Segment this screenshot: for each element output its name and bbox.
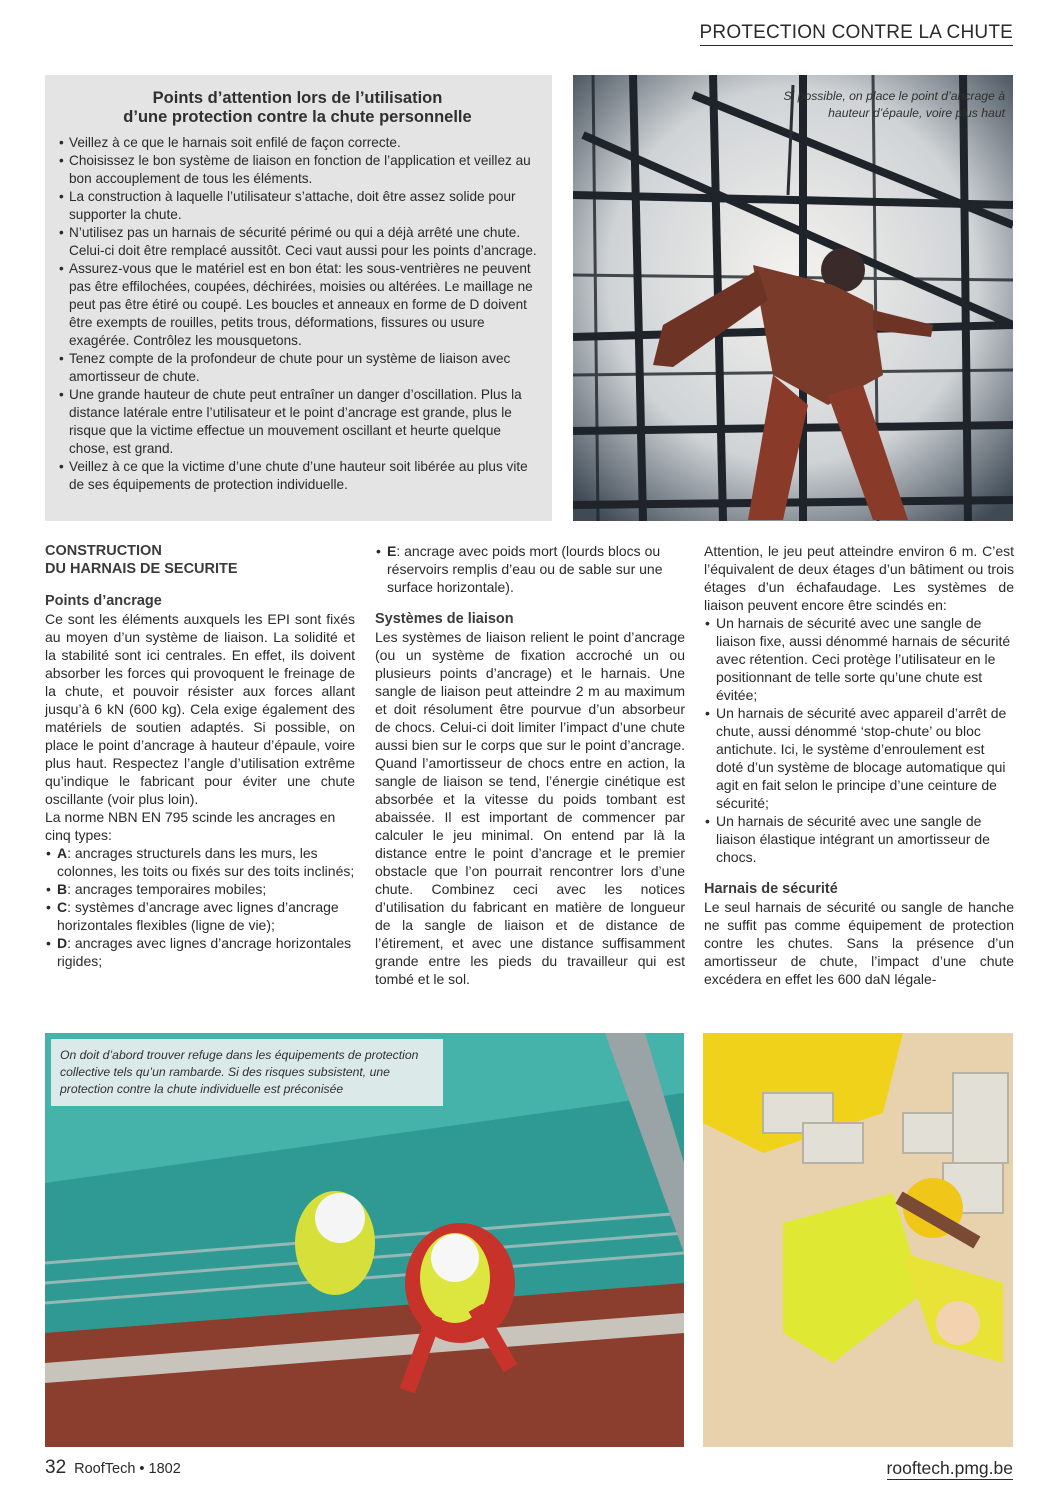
website-link[interactable]: rooftech.pmg.be	[886, 1458, 1013, 1478]
scaffold-worker-photo	[573, 75, 1013, 521]
subheading-connection-systems: Systèmes de liaison	[375, 611, 514, 627]
connection-type-list	[704, 614, 1014, 866]
list-item: • D: ancrages avec lignes d’ancrage horizontales rigides;	[45, 934, 355, 970]
list-item: • Tenez compte de la profondeur de chute pour un système de liaison avec amortisseur de chute.	[55, 350, 540, 386]
section-title: PROTECTION CONTRE LA CHUTE	[700, 22, 1013, 46]
list-item: • Veillez à ce que le harnais soit enfilé de façon correcte.	[55, 134, 540, 152]
list-item: • C: systèmes d’ancrage avec lignes d’ancrage horizontales flexibles (ligne de vie);	[45, 898, 355, 934]
paragraph: Ce sont les éléments auxquels les EPI sont fixés au moyen d’un système de liaison. La solidité et la stabilité sont ici centrales. En effet, ils doivent absorber les forces qui provoquent le freinage de la chute, et pouvoir résister aux forces allant jusqu’à 6 kN (600 kg). Cela exige également des matériels de soutien adaptés. Si possible, on place le point d’ancrage à hauteur d’épaule, voire plus haut. Respectez l’angle d’utilisation extrême qu’indique le fabricant pour éviter une chute oscillante (voir plus loin).	[45, 611, 355, 807]
roof-workers-photo	[45, 1033, 684, 1447]
list-item: • Choisissez le bon système de liaison en fonction de l’application et veillez au bon accouplement de tous les éléments.	[55, 152, 540, 188]
column-3	[704, 542, 1014, 988]
anchor-type-list	[45, 844, 355, 970]
paragraph: Les systèmes de liaison relient le point d’ancrage (ou un système de fixation accroché un ou plusieurs points d’ancrage) et le harnais. Une sangle de liaison peut atteindre 2 m au maximum et doit résolument être pourvue d’un absorbeur de chocs. Celui-ci doit limiter l’impact d’une chute aussi bien sur le corps que sur le point d’ancrage. Quand l’amortisseur de chocs entre en action, la sangle de liaison se tend, l’énergie cinétique est absorbée et la vitesse du poids tombant est abaissée. Il est important de commencer par calculer le jeu minimal. On entend par là la distance entre le point d’ancrage et le premier obstacle que l’on pourrait rencontrer lors d’une chute. Combinez ceci avec les notices d’utilisation du fabricant en matière de longueur de la sangle de liaison et de distance de l’étirement, et avec une distance suffisamment grande entre les pieds du travailleur qui est tombé et le sol.	[375, 629, 685, 987]
list-item: • A: ancrages structurels dans les murs, les colonnes, les toits ou fixés sur des toits inclinés;	[45, 844, 355, 880]
column-1	[45, 542, 355, 970]
magazine-issue: RoofTech • 1802	[74, 1461, 181, 1477]
anchor-type-list-cont	[375, 542, 685, 596]
list-item: • Un harnais de sécurité avec une sangle de liaison fixe, aussi dénommé harnais de sécurité avec rétention. Ceci protège l’utilisateur en le positionnant de telle sorte qu’une chute est évitée;	[704, 614, 1014, 704]
list-item: • B: ancrages temporaires mobiles;	[45, 880, 355, 898]
box-list	[55, 134, 540, 494]
list-item: • Veillez à ce que la victime d’une chute d’une hauteur soit libérée au plus vite de ses équipements de protection individuelle.	[55, 458, 540, 494]
list-item: • E: ancrage avec poids mort (lourds blocs ou réservoirs remplis d’eau ou de sable sur une surface horizontale).	[375, 542, 685, 596]
footer-left	[45, 1457, 181, 1479]
box-title: Points d’attention lors de l’utilisation d’une protection contre la chute personnelle	[123, 89, 472, 126]
list-item: • Un harnais de sécurité avec une sangle de liaison élastique intégrant un amortisseur de chocs.	[704, 812, 1014, 866]
list-item: • Une grande hauteur de chute peut entraîner un danger d’oscillation. Plus la distance latérale entre l’utilisateur et le point d’ancrage est grande, plus le risque que la victime effectue un mouvement oscillant et heurte quelque chose, est grand.	[55, 386, 540, 458]
photo-caption: On doit d’abord trouver refuge dans les équipements de protection collective tels qu’un rambarde. Si des risques subsistent, une protection contre la chute individuelle est préconisée	[51, 1039, 443, 1106]
list-item: • N’utilisez pas un harnais de sécurité périmé ou qui a déjà arrêté une chute. Celui-ci doit être remplacé aussitôt. Ceci vaut aussi pour les points d’ancrage.	[55, 224, 540, 260]
list-item: • Un harnais de sécurité avec appareil d’arrêt de chute, aussi dénommé ‘stop-chute’ ou bloc antichute. Ici, le système d’enroulement est doté d’un système de blocage automatique qui agit en fait selon le principe d’une ceinture de sécurité;	[704, 704, 1014, 812]
subheading-safety-harness: Harnais de sécurité	[704, 881, 838, 897]
section-heading: CONSTRUCTION DU HARNAIS DE SECURITE	[45, 543, 238, 577]
subheading-anchor-points: Points d’ancrage	[45, 593, 162, 609]
column-2	[375, 542, 685, 988]
list-item: • Assurez-vous que le matériel est en bon état: les sous-ventrières ne peuvent pas être effilochées, coupées, déchirées, moisies ou altérées. Le maillage ne peut pas être étiré ou coupé. Les boucles et anneaux en forme de D doivent être exempts de rouilles, petits trous, déformations, fissures ou usure exagérée. Contrôlez les mousquetons.	[55, 260, 540, 350]
paragraph: Le seul harnais de sécurité ou sangle de hanche ne suffit pas comme équipement de protection contre les chutes. Sans la présence d’un amortisseur de chute, l’impact d’une chute excédera en effet les 600 daN légale-	[704, 899, 1014, 987]
attention-box	[45, 75, 552, 521]
rescue-photo	[703, 1033, 1013, 1447]
photo-caption: Si possible, on place le point d’ancrage à hauteur d’épaule, voire plus haut	[783, 89, 1005, 120]
page-number: 32	[45, 1457, 67, 1478]
list-item: • La construction à laquelle l’utilisateur s’attache, doit être assez solide pour supporter la chute.	[55, 188, 540, 224]
paragraph: Attention, le jeu peut atteindre environ 6 m. C’est l’équivalent de deux étages d’un bâtiment ou trois étages d’un échafaudage. Les systèmes de liaison peuvent encore être scindés en:	[704, 543, 1014, 613]
paragraph: La norme NBN EN 795 scinde les ancrages en cinq types:	[45, 809, 336, 843]
